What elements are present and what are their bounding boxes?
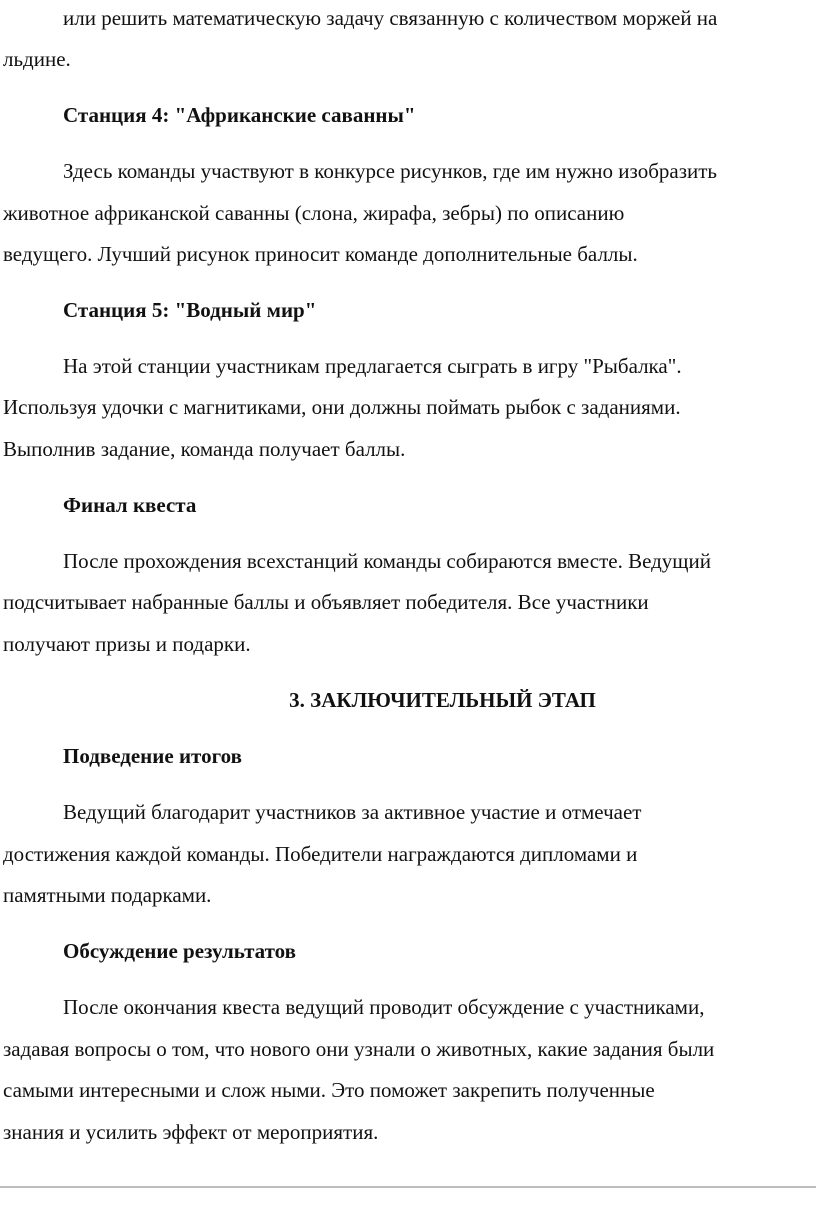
paragraph-line: или решить математическую задачу связанную с количеством моржей на xyxy=(63,6,718,30)
paragraph-line: животное африканской саванны (слона, жирафа, зебры) по описанию xyxy=(3,201,625,225)
paragraph-line: ведущего. Лучший рисунок приносит команде дополнительные баллы. xyxy=(3,242,638,266)
paragraph-line: получают призы и подарки. xyxy=(3,632,251,656)
paragraph-line: подсчитывает набранные баллы и объявляет победителя. Все участники xyxy=(3,590,649,614)
discussion-heading: Обсуждение результатов xyxy=(63,939,296,963)
section-3-title: 3. ЗАКЛЮЧИТЕЛЬНЫЙ ЭТАП xyxy=(289,688,596,712)
paragraph-line: самыми интересными и слож ными. Это поможет закрепить полученные xyxy=(3,1078,655,1102)
paragraph-line: достижения каждой команды. Победители награждаются дипломами и xyxy=(3,842,638,866)
page-bottom-divider xyxy=(0,1186,816,1188)
paragraph-line: задавая вопросы о том, что нового они узнали о животных, какие задания были xyxy=(3,1037,715,1061)
paragraph-line: Выполнив задание, команда получает баллы. xyxy=(3,437,406,461)
station-4-heading: Станция 4: "Африканские саванны" xyxy=(63,103,416,127)
paragraph-line: Ведущий благодарит участников за активное участие и отмечает xyxy=(63,800,642,824)
paragraph-line: Используя удочки с магнитиками, они должны поймать рыбок с заданиями. xyxy=(3,395,681,419)
paragraph-line: льдине. xyxy=(3,47,71,71)
final-heading: Финал квеста xyxy=(63,493,197,517)
paragraph-line: памятными подарками. xyxy=(3,883,212,907)
paragraph-line: После прохождения всехстанций команды собираются вместе. Ведущий xyxy=(63,549,711,573)
paragraph-line: После окончания квеста ведущий проводит обсуждение с участниками, xyxy=(63,995,705,1019)
paragraph-line: На этой станции участникам предлагается сыграть в игру "Рыбалка". xyxy=(63,354,682,378)
summary-heading: Подведение итогов xyxy=(63,744,242,768)
paragraph-line: знания и усилить эффект от мероприятия. xyxy=(3,1120,379,1144)
station-5-heading: Станция 5: "Водный мир" xyxy=(63,298,317,322)
paragraph-line: Здесь команды участвуют в конкурсе рисунков, где им нужно изобразить xyxy=(63,159,718,183)
